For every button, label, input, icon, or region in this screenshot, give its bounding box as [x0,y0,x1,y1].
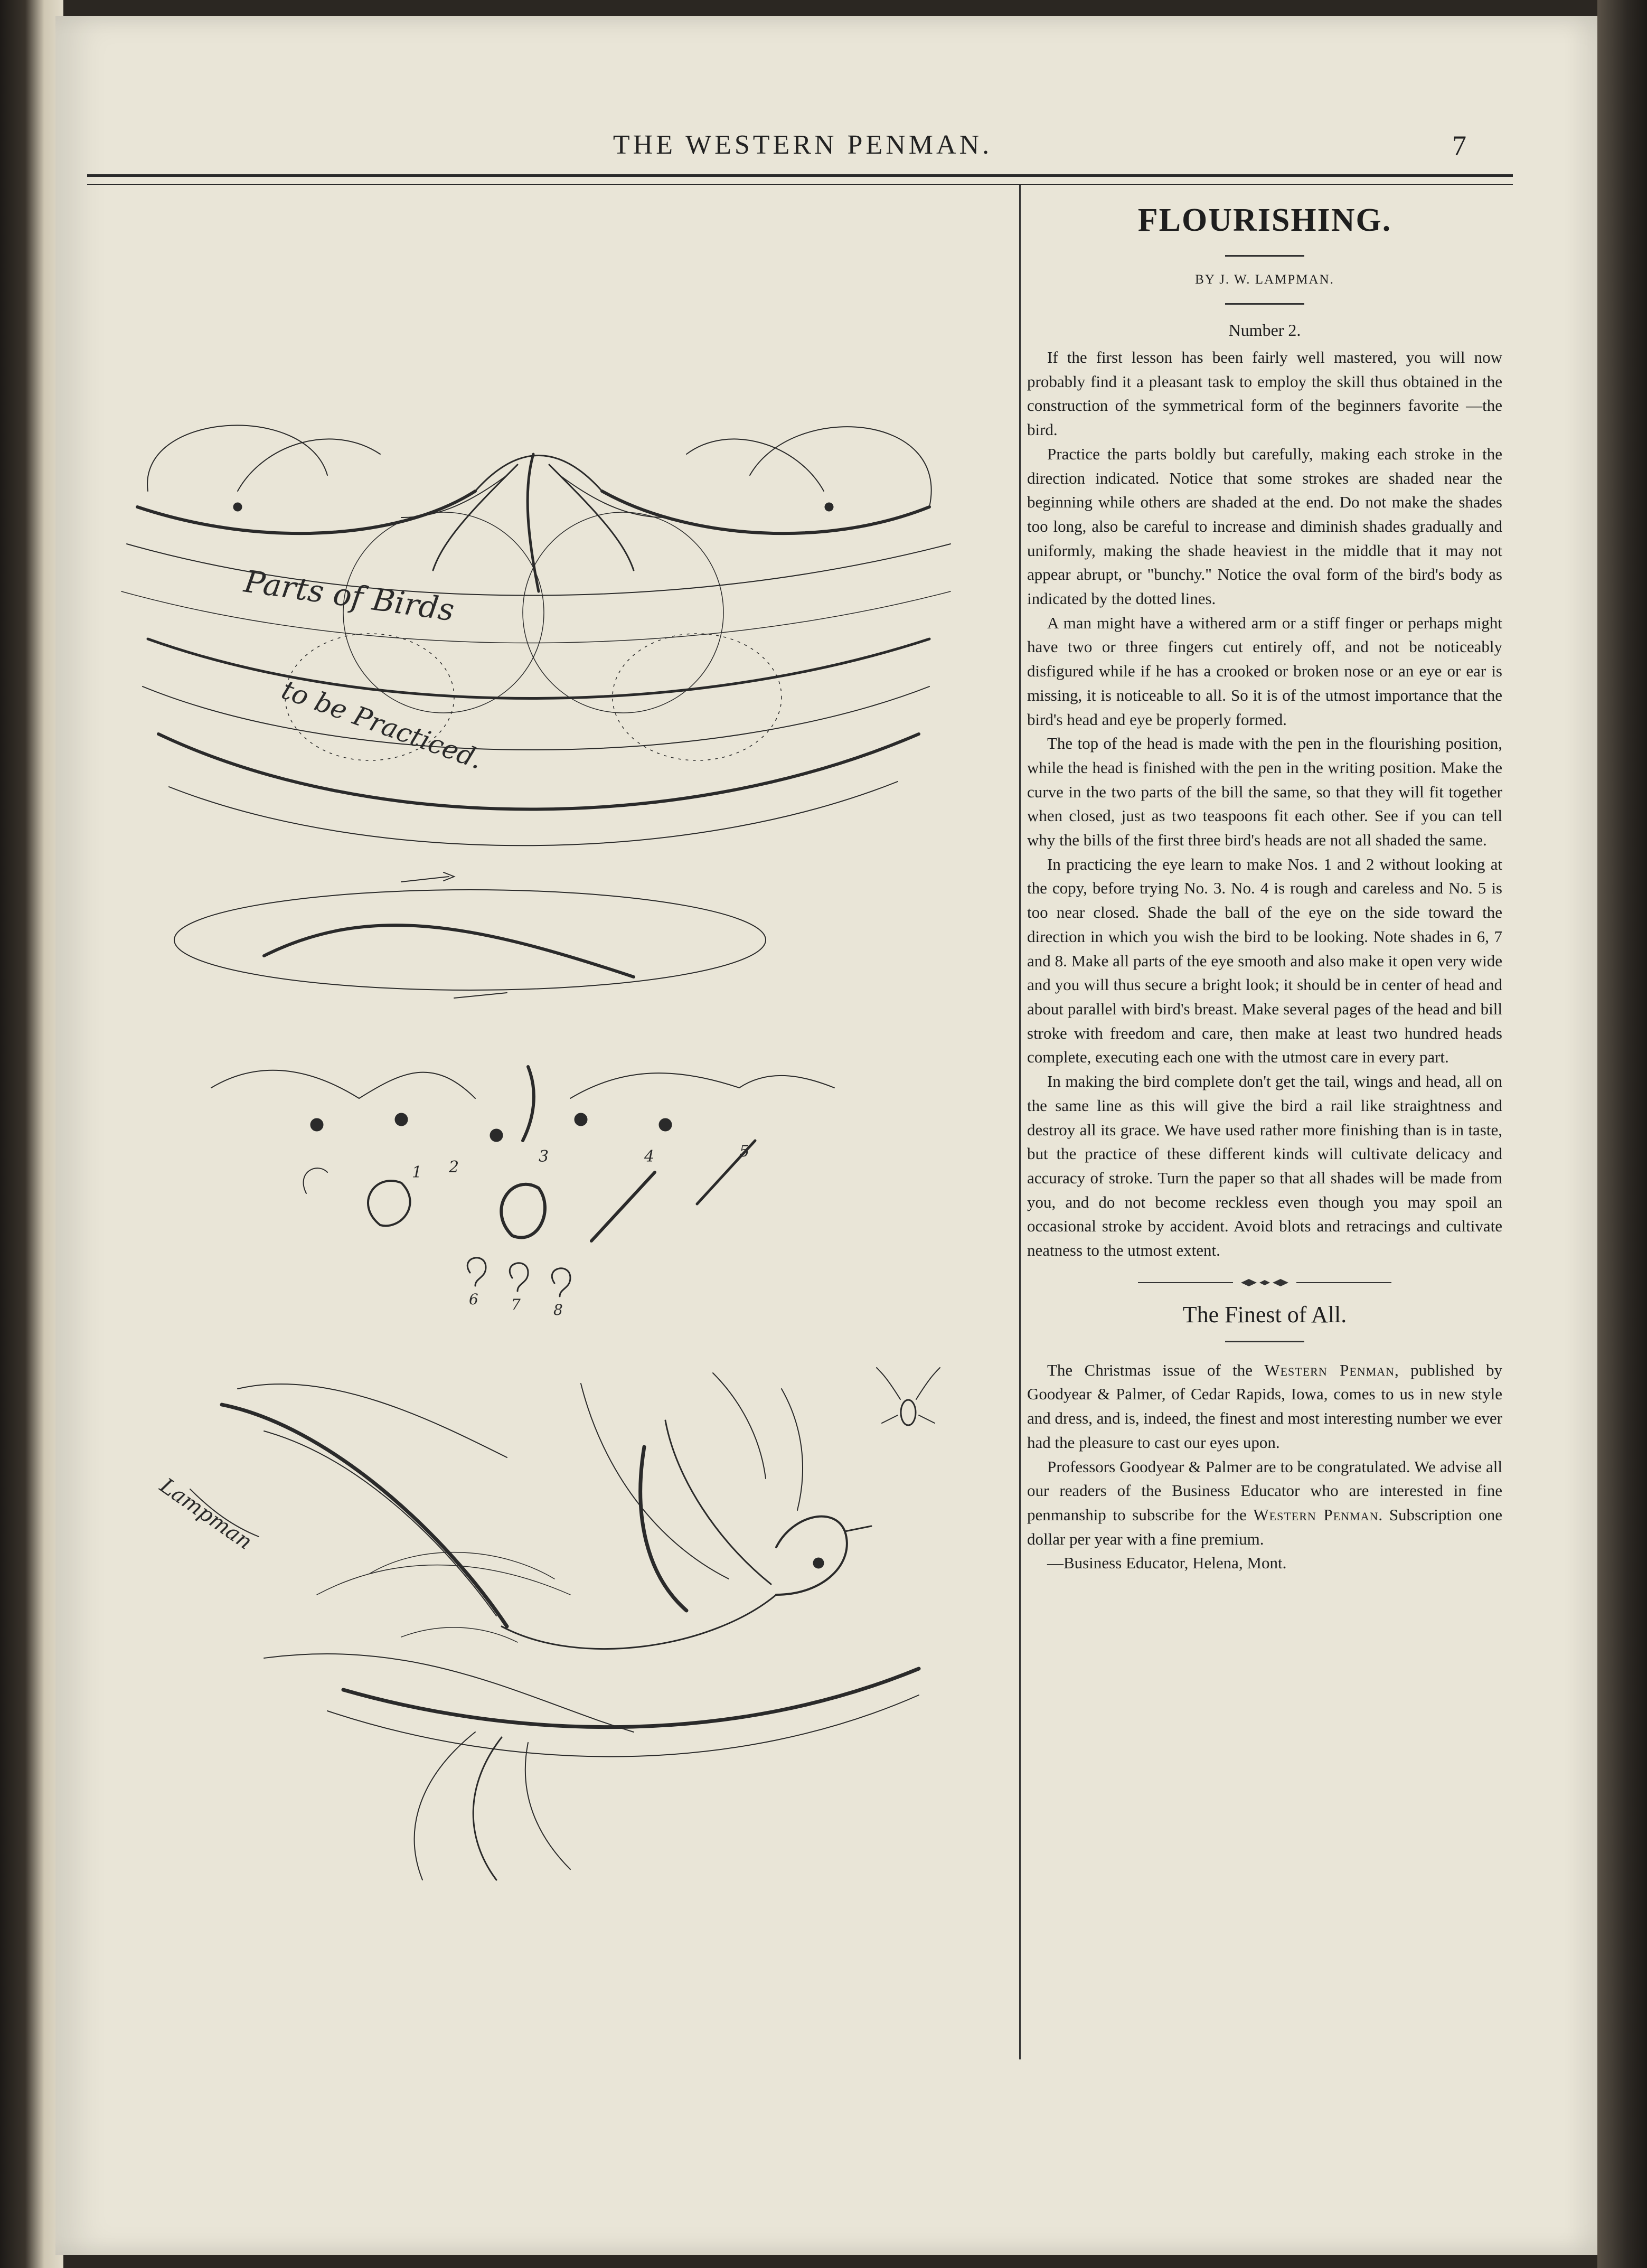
paragraph: A man might have a withered arm or a stiff finger or perhaps might have two or three fingers cut entirely off, and not be noticeably disfigured while if he has a crooked or broken nose or an eye or ear is missing, it is noticeable to all. So it is of the utmost importance that the bird's head and eye be properly formed. [1027,613,1502,729]
eye-number-4: 4 [644,1147,655,1166]
oval-exercise-panel [174,872,766,998]
byline-rule [1225,303,1304,305]
title-rule [1225,255,1304,257]
article-body [1027,345,1502,1263]
article-number: Number 2. [1228,321,1301,340]
attribution: —Business Educator, Helena, Mont. [1047,1554,1287,1573]
heads-and-eyes-panel [211,1067,834,1296]
eye-number-6: 6 [469,1291,478,1308]
notice-text: Professors Goodyear & Palmer are to be congratulated. We advise all our readers of the Business Educator who are interested in fine penmanship to subscribe for the [1027,1457,1502,1524]
notice-text: The Christmas issue of the [1047,1360,1265,1379]
paragraph: If the first lesson has been fairly well mastered, you will now probably find it a pleasant task to employ the skill thus obtained in the construction of the symmetrical form of the beginners favorite —the bird. [1027,348,1502,439]
artist-signature: Lampman [155,1473,257,1555]
eye-number-5: 5 [739,1142,750,1161]
flourished-bird-panel [190,1368,940,1880]
article-title: FLOURISHING. [1137,202,1392,238]
publication-name: Western Penman [1264,1360,1395,1379]
notice-title-rule [1225,1341,1304,1342]
eye-number-2: 2 [449,1158,459,1177]
eye-number-1: 1 [412,1163,422,1182]
article-column [1027,190,1502,1575]
eye-number-3: 3 [539,1147,549,1166]
paragraph: In practicing the eye learn to make Nos. 1 and 2 without looking at the copy, before trying No. 3. No. 4 is rough and careless and No. 5 is too near closed. Shade the ball of the eye on the side toward the direction in which you wish the bird to be looking. Note shades in 6, 7 and 8. Make all parts of the eye smooth and also make it open very wide and you will thus secure a bright look; it should be in center of head and about parallel with bird's breast. Make several pages of the head and bill stroke with freedom and care, then make at least two hundred heads complete, executing each one with the utmost care in every part. [1027,854,1502,1067]
binding-shadow-left [0,0,63,2268]
eye-number-8: 8 [553,1301,563,1319]
notice-body [1027,1358,1502,1575]
header-rule-thin [87,184,1513,185]
paragraph: The top of the head is made with the pen in the flourishing position, while the head is finished with the pen in the writing position. Make the curve in the two parts of the bill the same, so that they will fit together when closed, just as two teaspoons fit each other. See if you can tell why the bills of the first three bird's heads are not all shaded the same. [1027,734,1502,850]
paragraph [1027,1358,1502,1455]
lettering-parts-of-birds: Parts of Birds [242,563,457,628]
column-divider [1019,185,1021,2059]
flourish-illustration [106,317,972,2007]
notice-text: , published by Goodyear & Palmer, of Cedar Rapids, Iowa, comes to us in new style and dress, and is, indeed, the finest and most interesting number we ever had the pleasure to cast our eyes upon. [1027,1360,1502,1452]
page-number: 7 [1452,130,1466,162]
notice-title: The Finest of All. [1182,1301,1347,1328]
lettering-to-be-practiced: to be Practiced. [277,674,487,776]
paragraph: Practice the parts boldly but carefully, making each stroke in the direction indicated. Notice that some strokes are shaded near the beginning while others are shaded at the end. Do not make the shades too long, also be careful to increase and diminish shades gradually and uniformly, making the shade heaviest in the middle that it may not appear abrupt, or "bunchy." Notice the oval form of the bird's body as indicated by the dotted lines. [1027,444,1502,608]
eye-number-7: 7 [511,1296,521,1313]
page-edge-right [1597,0,1647,2268]
article-byline: BY J. W. LAMPMAN. [1195,272,1334,287]
header-rule-thick [87,174,1513,177]
notice-text: . Subscription one dollar per year with a fine premium. [1027,1505,1502,1548]
running-title: THE WESTERN PENMAN. [613,130,993,160]
parts-of-birds-panel [121,425,950,845]
paragraph [1027,1455,1502,1551]
publication-name: Western Penman [1253,1505,1379,1524]
paragraph: In making the bird complete don't get the tail, wings and head, all on the same line as this will give the bird a rail like straightness and destroy all its grace. We have used rather more finishing than is in taste, but the practice of these different kinds will cultivate delicacy and accuracy of stroke. Turn the paper so that all shades will be made from you, and do not become reckless even though you may spoil an occasional stroke by accident. Avoid blots and retracings and cultivate neatness to the utmost extent. [1027,1072,1502,1260]
section-ornament [1027,1277,1502,1291]
